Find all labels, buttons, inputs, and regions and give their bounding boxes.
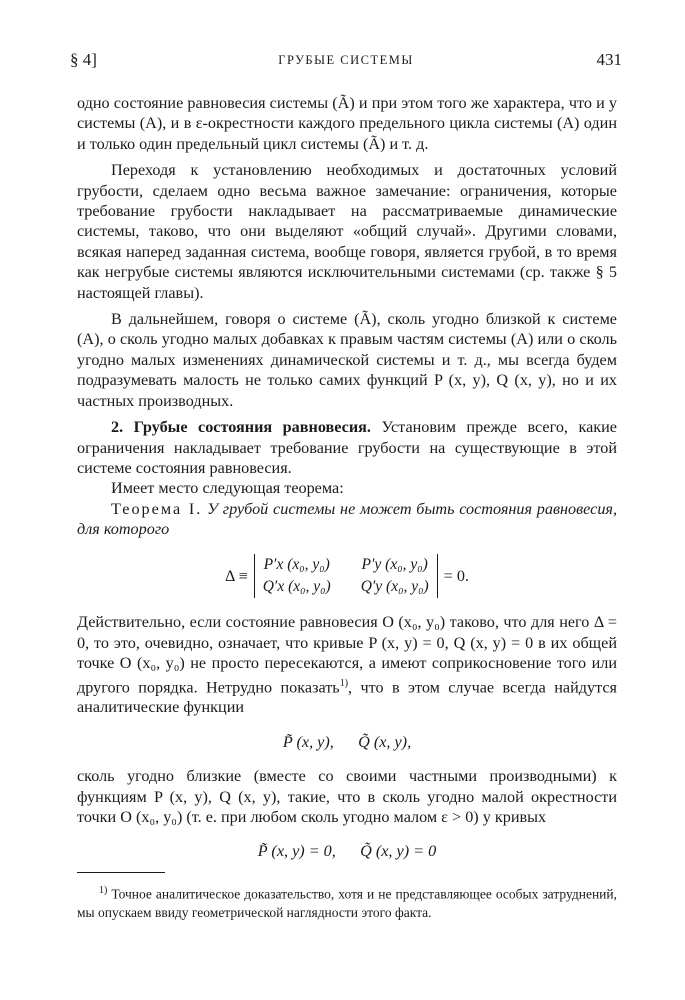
- proof-paragraph: [77, 612, 617, 717]
- theorem-text: У грубой системы не может быть состояния равновесия, для которого: [77, 499, 617, 539]
- page-number: 431: [596, 50, 622, 69]
- determinant-lhs: Δ ≡: [225, 566, 248, 585]
- determinant-formula: [77, 554, 617, 599]
- footnote: [77, 882, 617, 922]
- section-2-text: Установим прежде всего, какие ограничения накладывает требование грубости на существующие в этой системе состояния равновесия.: [77, 418, 617, 477]
- closing-paragraph: сколь угодно близкие (вместе со своими частными производными) к функциям P (x, y), Q (x, y), такие, что в сколь угодно малой окрестности точки O (x₀, y₀) (т. е. при любом сколь угодно малом ε > 0) у кривых: [77, 767, 617, 826]
- footnote-rule: [77, 872, 165, 873]
- det-a21: Q′x (x₀, y₀): [262, 577, 331, 595]
- det-a12: P′y (x₀, y₀): [361, 555, 428, 573]
- section-2-heading: 2. Грубые состояния равновесия.: [111, 418, 371, 437]
- section-2-paragraph: [77, 417, 617, 478]
- curves-formula: P̃ (x, y) = 0, Q̃ (x, y) = 0: [257, 842, 437, 861]
- det-a22: Q′y (x₀, y₀): [360, 577, 429, 595]
- theorem-lead-in: Имеет место следующая теорема:: [111, 479, 344, 498]
- paragraph-roughness-remark: Переходя к установлению необходимых и достаточных условий грубости, сделаем одно весьма важное замечание: ограничения, которые требование грубости накладывает на рассматриваемые динамические системы, таково, что они выделяют «общий случай». Другими словами, всякая наперед заданная система, вообще говоря, является грубой, в то время как негрубые системы являются исключительными системами (ср. также § 5 настоящей главы).: [77, 161, 617, 302]
- footnote-ref: 1): [339, 677, 349, 689]
- determinant-rhs: = 0.: [443, 566, 469, 585]
- footnote-text: Точное аналитическое доказательство, хотя и не представляющее особых затруднений, мы опускаем ввиду геометрической наглядности этого факта.: [77, 886, 617, 920]
- determinant-matrix: [254, 554, 438, 599]
- theorem-label: Теорема I.: [111, 499, 203, 518]
- proof-continuation: , что в этом случае всегда найдутся аналитические функции: [77, 677, 617, 717]
- theorem-statement: [77, 499, 617, 540]
- paragraph-closeness-definition: В дальнейшем, говоря о системе (Ã), сколь угодно близкой к системе (A), о сколь угодно малых добавках к правым частям системы (A) или о сколь угодно малых изменениях динамической системы и т. д., мы всегда будем подразумевать малость не только самих функций P (x, y), Q (x, y), но и их частных производных.: [77, 310, 617, 410]
- footnote-mark: 1): [99, 885, 108, 896]
- section-marker: § 4]: [70, 50, 97, 69]
- running-title: ГРУБЫЕ СИСТЕМЫ: [278, 53, 414, 67]
- proof-text: Действительно, если состояние равновесия O (x₀, y₀) таково, что для него Δ = 0, то это, очевидно, означает, что кривые P (x, y) = 0, Q (x, y) = 0 в их общей точке O (x₀, y₀) не просто пересекаются, а имеют соприкосновение того или другого порядка. Нетрудно показать: [77, 613, 617, 696]
- paragraph-continuation: одно состояние равновесия системы (Ã) и при этом того же характера, что и у системы (A), и в ε-окрестности каждого предельного цикла системы (A) один и только один предельный цикл системы (Ã) и т. д.: [77, 94, 617, 153]
- page-header: [70, 50, 622, 74]
- main-text: [77, 93, 617, 876]
- det-a11: P′x (x₀, y₀): [263, 555, 330, 573]
- functions-formula: P̃ (x, y), Q̃ (x, y),: [282, 732, 412, 751]
